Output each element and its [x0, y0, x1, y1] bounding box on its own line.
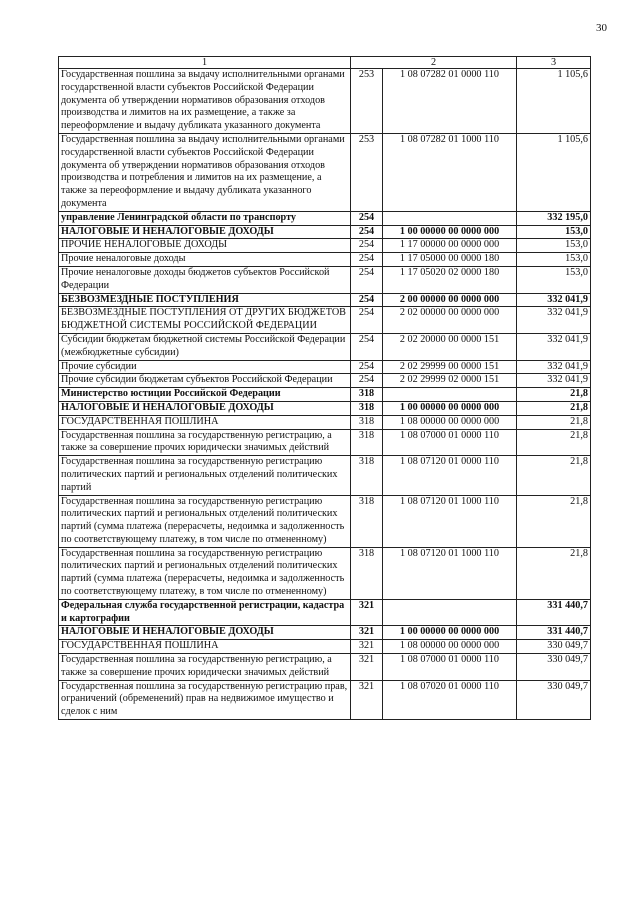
row-kbk-code-cell	[383, 211, 517, 225]
row-kbk-code-cell: 2 02 29999 00 0000 151	[383, 360, 517, 374]
table-row	[59, 374, 591, 388]
row-amount-cell: 153,0	[517, 253, 591, 267]
row-admin-code-cell: 318	[351, 429, 383, 456]
table-row	[59, 133, 591, 211]
row-admin-code-cell: 253	[351, 69, 383, 134]
row-kbk-code-cell: 1 00 00000 00 0000 000	[383, 225, 517, 239]
row-name-cell: БЕЗВОЗМЕЗДНЫЕ ПОСТУПЛЕНИЯ ОТ ДРУГИХ БЮДЖЕТОВ БЮДЖЕТНОЙ СИСТЕМЫ РОССИЙСКОЙ ФЕДЕРАЦИИ	[59, 307, 351, 334]
row-name-cell: БЕЗВОЗМЕЗДНЫЕ ПОСТУПЛЕНИЯ	[59, 293, 351, 307]
row-admin-code-cell: 253	[351, 133, 383, 211]
table-body	[59, 69, 591, 720]
row-amount-cell: 21,8	[517, 495, 591, 547]
row-amount-cell: 153,0	[517, 225, 591, 239]
table-row	[59, 401, 591, 415]
table-row	[59, 547, 591, 599]
table-row	[59, 333, 591, 360]
revenue-table	[58, 56, 591, 720]
table-row	[59, 640, 591, 654]
table-row	[59, 225, 591, 239]
row-name-cell: Государственная пошлина за государственную регистрацию, а также за совершение прочих юридически значимых действий	[59, 654, 351, 681]
row-name-cell: ПРОЧИЕ НЕНАЛОГОВЫЕ ДОХОДЫ	[59, 239, 351, 253]
row-admin-code-cell: 254	[351, 333, 383, 360]
row-name-cell: ГОСУДАРСТВЕННАЯ ПОШЛИНА	[59, 415, 351, 429]
table-row	[59, 360, 591, 374]
row-name-cell: Государственная пошлина за выдачу исполнительными органами государственной власти субъектов Российской Федерации документа об утверждении нормативов образования отходов производства и потребления и лимитов на их размещение, а также за переоформление и выдачу дубликата указанного документа	[59, 133, 351, 211]
row-amount-cell: 332 195,0	[517, 211, 591, 225]
row-amount-cell: 21,8	[517, 388, 591, 402]
table-row	[59, 307, 591, 334]
row-name-cell: НАЛОГОВЫЕ И НЕНАЛОГОВЫЕ ДОХОДЫ	[59, 401, 351, 415]
row-admin-code-cell: 321	[351, 680, 383, 719]
row-admin-code-cell: 318	[351, 547, 383, 599]
row-kbk-code-cell: 1 08 07020 01 0000 110	[383, 680, 517, 719]
row-name-cell: НАЛОГОВЫЕ И НЕНАЛОГОВЫЕ ДОХОДЫ	[59, 626, 351, 640]
row-kbk-code-cell: 1 17 05000 00 0000 180	[383, 253, 517, 267]
row-admin-code-cell: 254	[351, 293, 383, 307]
row-admin-code-cell: 254	[351, 266, 383, 293]
table-row	[59, 239, 591, 253]
row-amount-cell: 332 041,9	[517, 333, 591, 360]
row-name-cell: Государственная пошлина за государственную регистрацию, а также за совершение прочих юридически значимых действий	[59, 429, 351, 456]
row-kbk-code-cell: 1 08 07000 01 0000 110	[383, 654, 517, 681]
row-name-cell: Федеральная служба государственной регистрации, кадастра и картографии	[59, 599, 351, 626]
row-amount-cell: 332 041,9	[517, 374, 591, 388]
row-amount-cell: 21,8	[517, 547, 591, 599]
table-row	[59, 293, 591, 307]
row-amount-cell: 21,8	[517, 429, 591, 456]
row-admin-code-cell: 318	[351, 401, 383, 415]
row-admin-code-cell: 318	[351, 495, 383, 547]
row-amount-cell: 332 041,9	[517, 307, 591, 334]
row-amount-cell: 153,0	[517, 266, 591, 293]
row-amount-cell: 331 440,7	[517, 599, 591, 626]
table-row	[59, 429, 591, 456]
row-kbk-code-cell: 1 08 07120 01 0000 110	[383, 456, 517, 495]
row-name-cell: Государственная пошлина за государственную регистрацию политических партий и региональных отделений политических партий (сумма платежа (перерасчеты, недоимка и задолженность по соответствующему платежу, в том числе по отмененному)	[59, 547, 351, 599]
row-kbk-code-cell: 2 02 00000 00 0000 000	[383, 307, 517, 334]
table-row	[59, 599, 591, 626]
row-admin-code-cell: 254	[351, 307, 383, 334]
page-number: 30	[596, 22, 607, 34]
row-name-cell: Государственная пошлина за государственную регистрацию политических партий и региональных отделений политических партий	[59, 456, 351, 495]
table-row	[59, 495, 591, 547]
row-kbk-code-cell: 1 17 05020 02 0000 180	[383, 266, 517, 293]
row-admin-code-cell: 254	[351, 360, 383, 374]
row-amount-cell: 21,8	[517, 415, 591, 429]
row-kbk-code-cell	[383, 599, 517, 626]
table-row	[59, 456, 591, 495]
row-amount-cell: 330 049,7	[517, 640, 591, 654]
row-admin-code-cell: 254	[351, 253, 383, 267]
row-amount-cell: 330 049,7	[517, 654, 591, 681]
row-kbk-code-cell: 1 08 00000 00 0000 000	[383, 415, 517, 429]
row-name-cell: ГОСУДАРСТВЕННАЯ ПОШЛИНА	[59, 640, 351, 654]
row-admin-code-cell: 254	[351, 374, 383, 388]
row-kbk-code-cell: 2 02 29999 02 0000 151	[383, 374, 517, 388]
row-name-cell: Субсидии бюджетам бюджетной системы Российской Федерации (межбюджетные субсидии)	[59, 333, 351, 360]
row-admin-code-cell: 254	[351, 239, 383, 253]
row-amount-cell: 21,8	[517, 456, 591, 495]
table-row	[59, 626, 591, 640]
row-name-cell: Государственная пошлина за государственную регистрацию прав, ограничений (обременений) прав на недвижимое имущество и сделок с ним	[59, 680, 351, 719]
row-amount-cell: 331 440,7	[517, 626, 591, 640]
row-name-cell: НАЛОГОВЫЕ И НЕНАЛОГОВЫЕ ДОХОДЫ	[59, 225, 351, 239]
row-amount-cell: 1 105,6	[517, 69, 591, 134]
table-row	[59, 415, 591, 429]
table-row	[59, 253, 591, 267]
row-name-cell: Прочие неналоговые доходы	[59, 253, 351, 267]
row-kbk-code-cell: 1 08 00000 00 0000 000	[383, 640, 517, 654]
header-col-3: 3	[517, 57, 591, 69]
row-name-cell: Министерство юстиции Российской Федерации	[59, 388, 351, 402]
row-amount-cell: 21,8	[517, 401, 591, 415]
row-admin-code-cell: 318	[351, 388, 383, 402]
row-name-cell: Прочие субсидии бюджетам субъектов Российской Федерации	[59, 374, 351, 388]
row-kbk-code-cell: 1 08 07282 01 1000 110	[383, 133, 517, 211]
row-kbk-code-cell: 1 00 00000 00 0000 000	[383, 401, 517, 415]
row-admin-code-cell: 254	[351, 225, 383, 239]
row-admin-code-cell: 321	[351, 654, 383, 681]
row-kbk-code-cell	[383, 388, 517, 402]
row-amount-cell: 153,0	[517, 239, 591, 253]
row-kbk-code-cell: 1 08 07000 01 0000 110	[383, 429, 517, 456]
table-row	[59, 388, 591, 402]
row-kbk-code-cell: 2 02 20000 00 0000 151	[383, 333, 517, 360]
row-name-cell: Государственная пошлина за государственную регистрацию политических партий и региональных отделений политических партий (сумма платежа (перерасчеты, недоимка и задолженность по соответствующему платежу, в том числе по отмененному)	[59, 495, 351, 547]
row-amount-cell: 330 049,7	[517, 680, 591, 719]
row-amount-cell: 332 041,9	[517, 360, 591, 374]
row-kbk-code-cell: 1 08 07282 01 0000 110	[383, 69, 517, 134]
row-name-cell: Прочие неналоговые доходы бюджетов субъектов Российской Федерации	[59, 266, 351, 293]
row-name-cell: управление Ленинградской области по транспорту	[59, 211, 351, 225]
row-amount-cell: 332 041,9	[517, 293, 591, 307]
row-admin-code-cell: 318	[351, 415, 383, 429]
header-col-2: 2	[351, 57, 517, 69]
row-kbk-code-cell: 1 08 07120 01 1000 110	[383, 547, 517, 599]
row-kbk-code-cell: 2 00 00000 00 0000 000	[383, 293, 517, 307]
row-kbk-code-cell: 1 17 00000 00 0000 000	[383, 239, 517, 253]
row-name-cell: Государственная пошлина за выдачу исполнительными органами государственной власти субъектов Российской Федерации документа об утверждении нормативов образования отходов производства и лимитов на их размещение, а также за переоформление и выдачу дубликата указанного документа	[59, 69, 351, 134]
row-name-cell: Прочие субсидии	[59, 360, 351, 374]
table-row	[59, 69, 591, 134]
table-row	[59, 266, 591, 293]
row-kbk-code-cell: 1 08 07120 01 1000 110	[383, 495, 517, 547]
row-admin-code-cell: 321	[351, 599, 383, 626]
table-row	[59, 211, 591, 225]
header-col-1: 1	[59, 57, 351, 69]
row-admin-code-cell: 318	[351, 456, 383, 495]
row-kbk-code-cell: 1 00 00000 00 0000 000	[383, 626, 517, 640]
row-admin-code-cell: 321	[351, 640, 383, 654]
table-row	[59, 654, 591, 681]
row-amount-cell: 1 105,6	[517, 133, 591, 211]
header-row	[59, 57, 591, 69]
row-admin-code-cell: 321	[351, 626, 383, 640]
row-admin-code-cell: 254	[351, 211, 383, 225]
table-row	[59, 680, 591, 719]
